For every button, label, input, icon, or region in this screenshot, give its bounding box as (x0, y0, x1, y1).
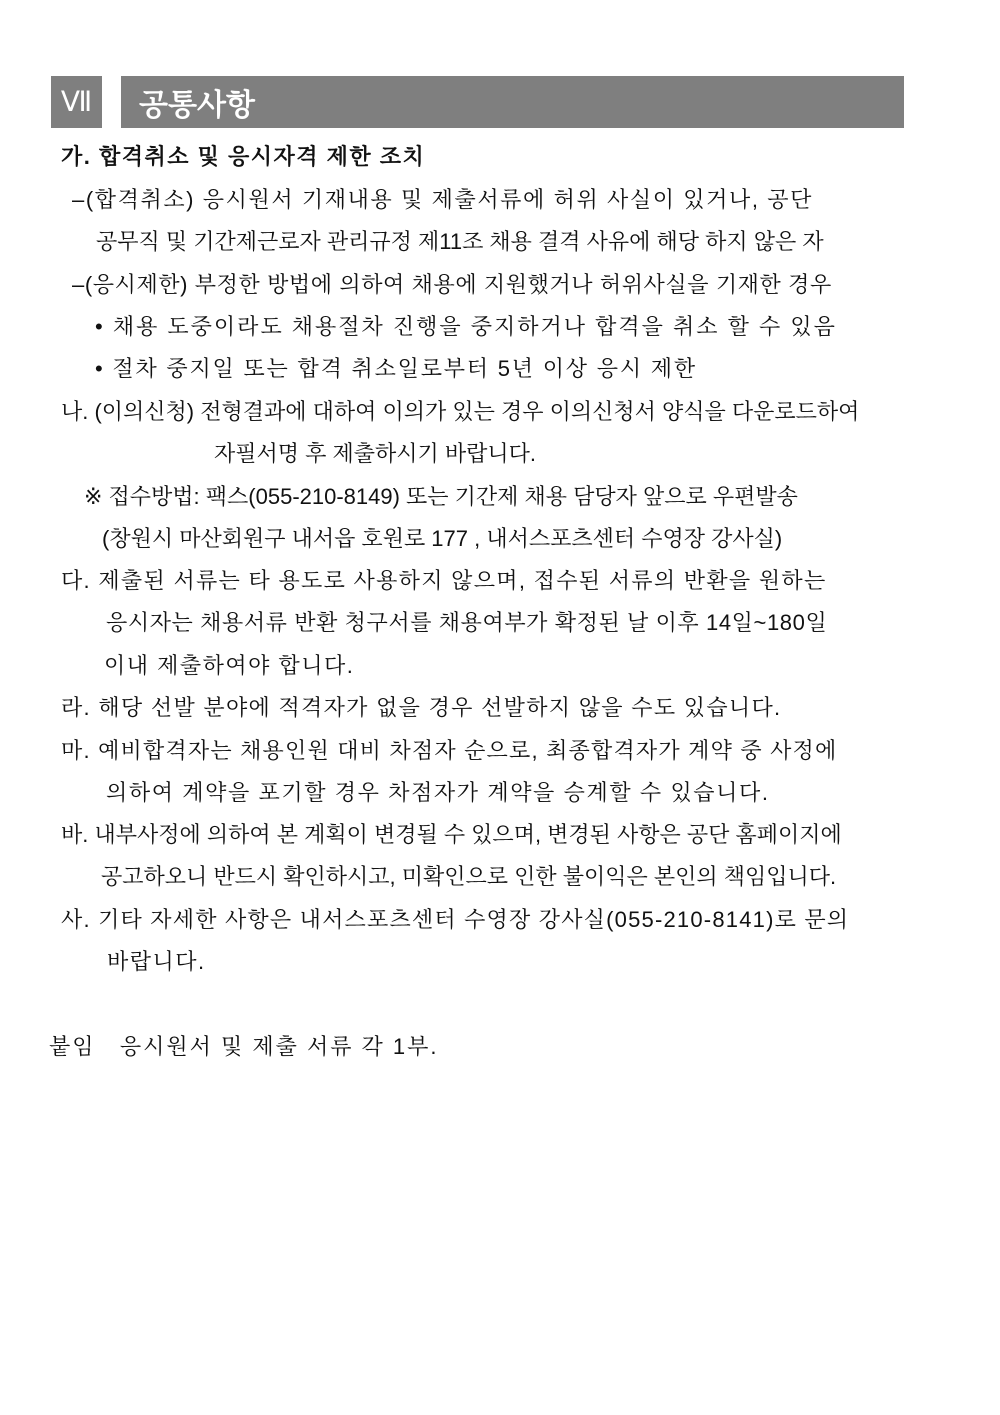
para-line: 자필서명 후 제출하시기 바랍니다. (214, 441, 536, 466)
para-line: 응시자는 채용서류 반환 청구서를 채용여부가 확정된 날 이후 14일~180일 (106, 610, 828, 635)
para-line: 바랍니다. (107, 949, 206, 974)
bullet-item: • 채용 도중이라도 채용절차 진행을 중지하거나 합격을 취소 할 수 있음 (95, 314, 837, 339)
para-line: 사. 기타 자세한 사항은 내서스포츠센터 수영장 강사실(055-210-8141)로 문의 (61, 907, 850, 932)
para-line: 공무직 및 기간제근로자 관리규정 제11조 채용 결격 사유에 해당 하지 않은 자 (96, 229, 824, 254)
bullet-item: • 절차 중지일 또는 합격 취소일로부터 5년 이상 응시 제한 (95, 356, 697, 381)
para-line: 바. 내부사정에 의하여 본 계획이 변경될 수 있으며, 변경된 사항은 공단 홈페이지에 (61, 822, 842, 847)
attachment-line: 붙임 응시원서 및 제출 서류 각 1부. (49, 1034, 439, 1059)
section-title-text: 공통사항 (139, 89, 255, 122)
para-line: –(합격취소) 응시원서 기재내용 및 제출서류에 허위 사실이 있거나, 공단 (72, 187, 813, 212)
note-address: (창원시 마산회원구 내서읍 호원로 177 , 내서스포츠센터 수영장 강사실) (102, 526, 783, 551)
heading-ga: 가. 합격취소 및 응시자격 제한 조치 (61, 144, 426, 169)
section-number: Ⅶ (51, 76, 102, 128)
para-line: 나. (이의신청) 전형결과에 대하여 이의가 있는 경우 이의신청서 양식을 다운로드하여 (61, 399, 860, 424)
para-line: 의하여 계약을 포기할 경우 차점자가 계약을 승계할 수 있습니다. (106, 780, 770, 805)
para-line: –(응시제한) 부정한 방법에 의하여 채용에 지원했거나 허위사실을 기재한 경우 (72, 272, 832, 297)
note-line: ※ 접수방법: 팩스(055-210-8149) 또는 기간제 채용 담당자 앞으로 우편발송 (84, 484, 798, 509)
para-line: 다. 제출된 서류는 타 용도로 사용하지 않으며, 접수된 서류의 반환을 원하는 (61, 568, 827, 593)
para-line: 라. 해당 선발 분야에 적격자가 없을 경우 선발하지 않을 수도 있습니다. (61, 695, 782, 720)
para-line: 이내 제출하여야 합니다. (104, 653, 355, 678)
para-line: 마. 예비합격자는 채용인원 대비 차점자 순으로, 최종합격자가 계약 중 사정에 (61, 738, 838, 763)
para-line: 공고하오니 반드시 확인하시고, 미확인으로 인한 불이익은 본인의 책임입니다. (101, 864, 837, 889)
section-title (121, 76, 904, 128)
